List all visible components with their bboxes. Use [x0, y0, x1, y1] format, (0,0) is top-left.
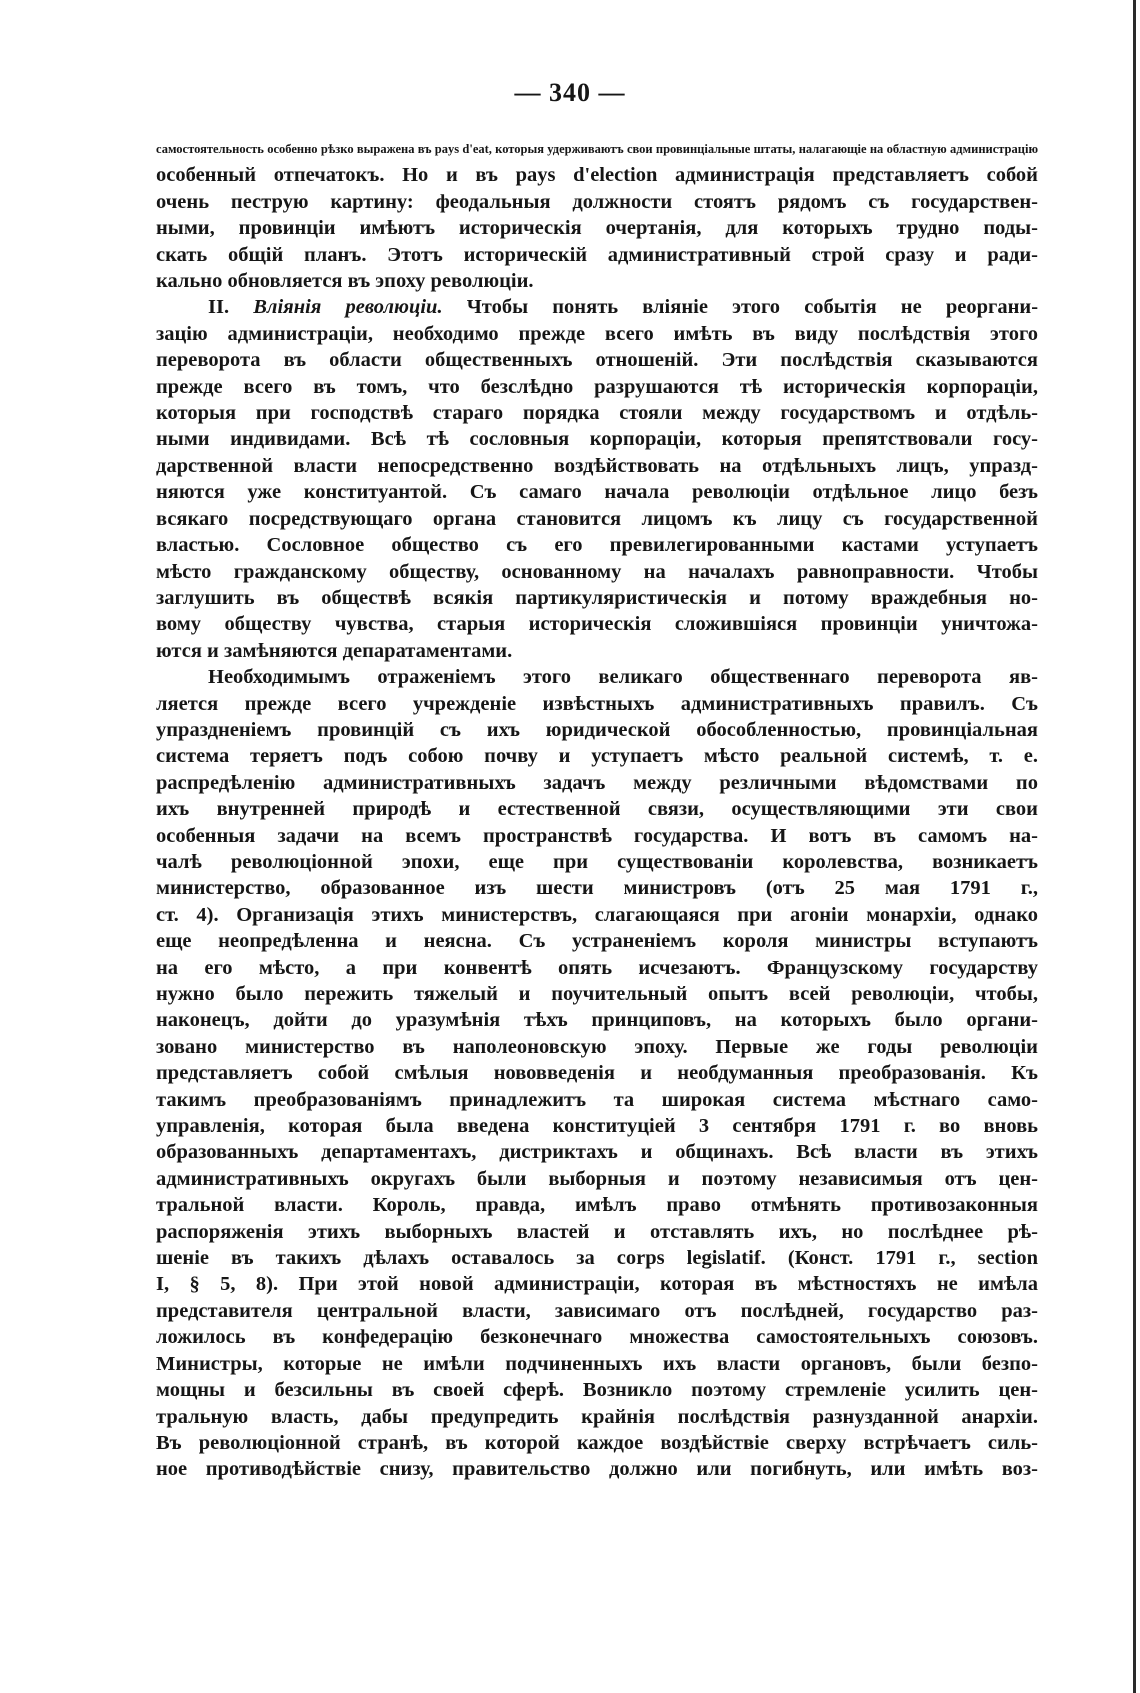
section-number: II.: [208, 296, 230, 319]
text-line: упраздненіемъ провинцій съ ихъ юридической обособленностью, провинціальная: [156, 718, 1038, 741]
text-line: переворота въ области общественныхъ отношеній. Эти послѣдствія сказываются: [156, 349, 1038, 372]
text-line: I, § 5, 8). При этой новой администраціи, которая въ мѣстностяхъ не имѣла: [156, 1273, 1038, 1296]
text-line: особенный отпечатокъ. Но и въ pays d'election администрація представляетъ собой: [156, 164, 1038, 187]
text-line: ное противодѣйствіе снизу, правительство должно или погибнуть, или имѣть воз-: [156, 1458, 1038, 1481]
text-line: ихъ внутренней природѣ и естественной связи, осуществляющими эти свои: [156, 798, 1038, 821]
text-line: шеніе въ такихъ дѣлахъ оставалось за corps legislatif. (Конст. 1791 г., section: [156, 1247, 1038, 1270]
text-line: кально обновляется въ эпоху революціи.: [156, 270, 534, 293]
section-title: Вліянія революціи.: [253, 296, 443, 319]
text-line: мѣсто гражданскому обществу, основанному на началахъ равноправности. Чтобы: [156, 560, 1038, 583]
text-line: нужно было пережить тяжелый и поучительный опытъ всей революціи, чтобы,: [156, 983, 1038, 1005]
text-line: всякаго посредствующаго органа становится лицомъ къ лицу съ государственной: [156, 507, 1038, 530]
text-line: вому обществу чувства, старыя историческія сложившіяся провинціи уничтожа-: [156, 613, 1038, 636]
text-line: образованныхъ департаментахъ, дистриктахъ и общинахъ. Всѣ власти въ этихъ: [156, 1141, 1038, 1164]
text-line: ными, провинціи имѣютъ историческія очертанія, для которыхъ трудно поды-: [156, 217, 1038, 240]
text-line: няются уже конституантой. Съ самаго начала революціи отдѣльное лицо безъ: [156, 481, 1038, 504]
text-line: Въ революціонной странѣ, въ которой каждое воздѣйствіе сверху встрѣчаетъ силь-: [156, 1431, 1038, 1454]
text-line: зовано министерство въ наполеоновскую эпоху. Первые же годы революціи: [156, 1035, 1038, 1058]
text-line: ными индивидами. Всѣ тѣ сословныя корпораціи, которыя препятствовали госу-: [156, 428, 1038, 451]
text-line: особенныя задачи на всемъ пространствѣ государства. И вотъ въ самомъ на-: [156, 824, 1038, 847]
text-line: ложилось въ конфедерацію безконечнаго множества самостоятельныхъ союзовъ.: [156, 1326, 1038, 1349]
text-line: представителя центральной власти, зависимаго отъ послѣдней, государство раз-: [156, 1299, 1038, 1322]
text-line: скать общій планъ. Этотъ историческій административный строй сразу и ради-: [156, 243, 1038, 266]
text-line: дарственной власти непосредственно воздѣйствовать на отдѣльныхъ лицъ, упразд-: [156, 454, 1038, 477]
text-line: заглушить въ обществѣ всякія партикуляристическія и потому враждебныя но-: [156, 586, 1038, 609]
text-line: зацію администраціи, необходимо прежде всего имѣть въ виду послѣдствія этого: [156, 322, 1038, 345]
text-line: административныхъ округахъ были выборныя и поэтому независимыя отъ цен-: [156, 1167, 1038, 1190]
body-text: [156, 136, 1038, 1483]
text-line: мощны и безсильны въ своей сферѣ. Возникло поэтому стремленіе усилить цен-: [156, 1379, 1038, 1402]
text-line: тральную власть, дабы предупредить крайнія послѣдствія разнузданной анархіи.: [156, 1405, 1038, 1428]
text-line: на его мѣсто, а при конвентѣ опять исчезаютъ. Французскому государству: [156, 956, 1038, 979]
text-line: тральной власти. Король, правда, имѣлъ право отмѣнять противозаконныя: [156, 1194, 1038, 1217]
text-line: чалѣ революціонной эпохи, еще при существованіи королевства, возникаетъ: [156, 850, 1038, 873]
page-edge-shadow: [1133, 0, 1136, 1693]
text-line: представляетъ собой смѣлыя нововведенія и необдуманныя преобразованія. Къ: [156, 1062, 1038, 1085]
text-line: которыя при господствѣ стараго порядка стояли между государствомъ и отдѣль-: [156, 402, 1038, 425]
text-line: самостоятельность особенно рѣзко выражена въ pays d'eat, которыя удерживаютъ свои провинціальные штаты, налагающіе на областную администрацію: [156, 142, 1038, 156]
text-line: система теряетъ подъ собою почву и уступаетъ мѣсто реальной системѣ, т. е.: [156, 745, 1038, 768]
text-line: ляется прежде всего учрежденіе извѣстныхъ административныхъ правилъ. Съ: [156, 692, 1038, 715]
text-line: ются и замѣняются депаратаментами.: [156, 639, 513, 662]
text-line: очень пеструю картину: феодальныя должности стоятъ рядомъ съ государствен-: [156, 190, 1038, 213]
text-line: распоряженія этихъ выборныхъ властей и отставлять ихъ, но послѣднее рѣ-: [156, 1220, 1038, 1243]
text-line: еще неопредѣленна и неясна. Съ устраненіемъ короля министры вступаютъ: [156, 930, 1038, 953]
text-line: властью. Сословное общество съ его превилегированными кастами уступаетъ: [156, 534, 1038, 557]
section-heading-rest: Чтобы понять вліяніе этого событія не реоргани-: [466, 296, 1038, 319]
text-line: Необходимымъ отраженіемъ этого великаго общественнаго переворота яв-: [208, 666, 1038, 689]
text-line: распредѣленію административныхъ задачъ между резличными вѣдомствами по: [156, 771, 1038, 794]
text-line: Министры, которые не имѣли подчиненныхъ ихъ власти органовъ, были безпо-: [156, 1352, 1038, 1375]
page-number: — 340 —: [514, 78, 626, 107]
section-heading-line: [156, 294, 1038, 320]
text-line: такимъ преобразованіямъ принадлежитъ та широкая система мѣстнаго само-: [156, 1088, 1038, 1111]
text-line: прежде всего въ томъ, что безслѣдно разрушаются тѣ историческія корпораціи,: [156, 375, 1038, 398]
text-line: управленія, которая была введена конституціей 3 сентября 1791 г. во вновь: [156, 1115, 1038, 1138]
text-line: министерство, образованное изъ шести министровъ (отъ 25 мая 1791 г.,: [156, 877, 1038, 900]
text-line: наконецъ, дойти до уразумѣнія тѣхъ принциповъ, на которыхъ было органи-: [156, 1009, 1038, 1032]
text-line: ст. 4). Организація этихъ министерствъ, слагающаяся при агоніи монархіи, однако: [156, 903, 1038, 926]
